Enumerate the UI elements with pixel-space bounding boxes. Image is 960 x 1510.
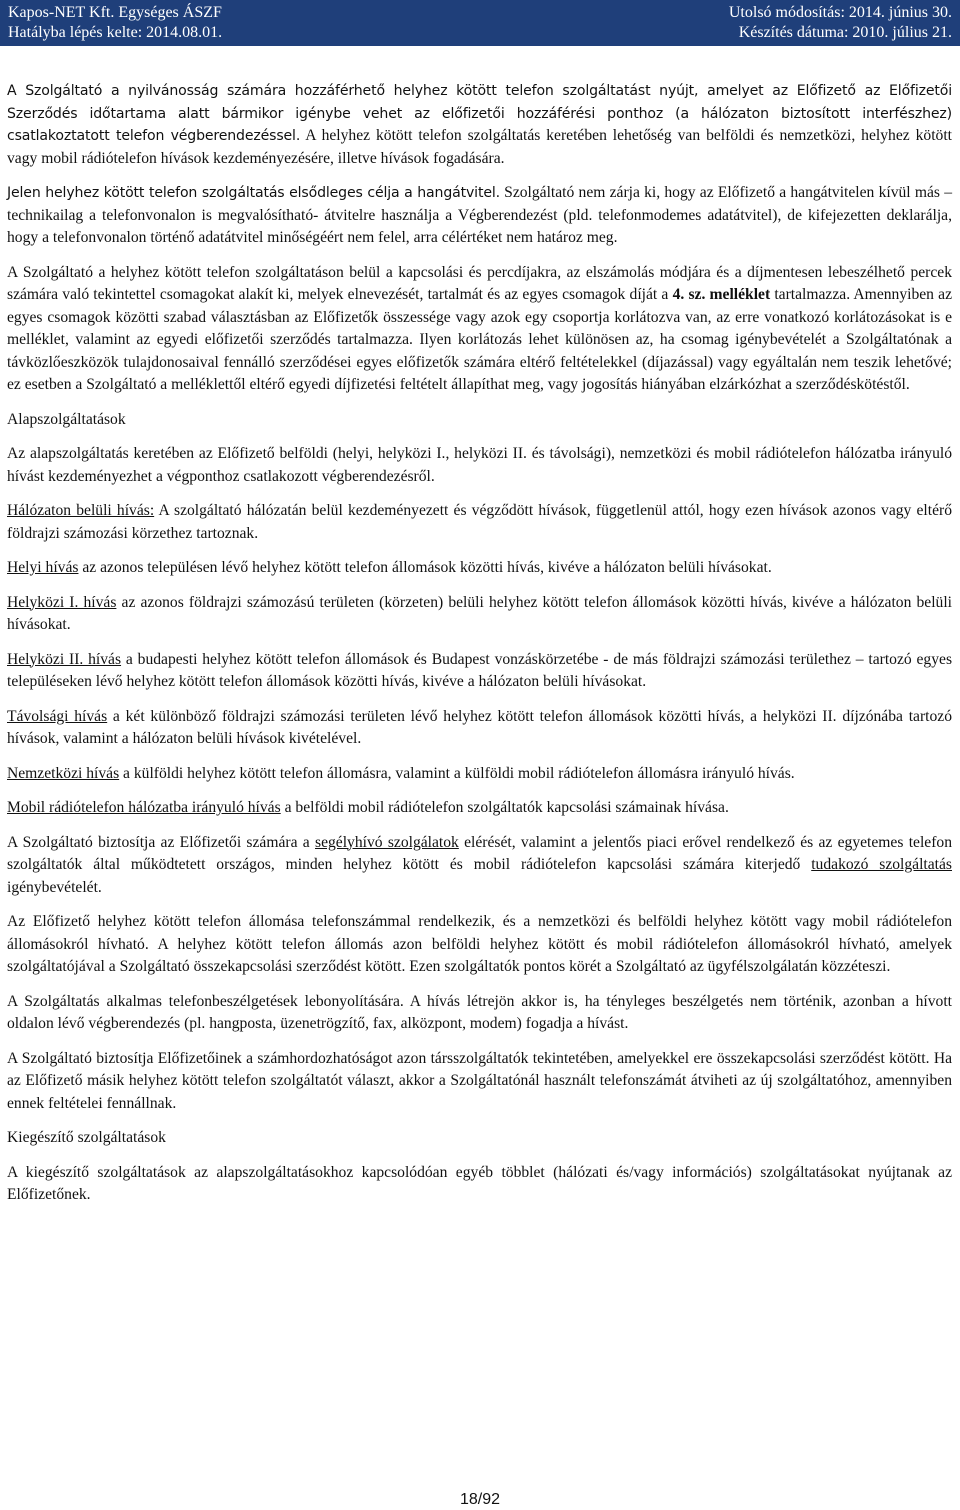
paragraph-voice-purpose: [7, 182, 952, 250]
definition-text: A szolgáltató hálózatán belül kezdeményezett és végződött hívások, függetlenül attól, hogy ezen hívások azonos vagy eltérő földrajzi számozási körzethez tartoznak.: [7, 502, 952, 542]
directory-service-term: tudakozó szolgáltatás: [811, 856, 952, 873]
paragraph-text: igénybevételét.: [7, 878, 102, 896]
definition-long-distance-call: [7, 706, 952, 751]
definition-international-call: [7, 763, 952, 786]
definition-text: a belföldi mobil rádiótelefon szolgáltatók kapcsolási számainak hívása.: [280, 799, 729, 816]
definition-term: Mobil rádiótelefon hálózatba irányuló hívás: [7, 799, 281, 816]
paragraph-text: Szolgáltató nem zárja ki, hogy az Előfizető a hangátvitelen kívül más – technikailag a telefonvonalon is megvalósítható- átvitelre használja a Végberendezést (pld. telefonmodemes adatátvitel), de kifejezetten deklarálja, hogy a telefonvonalon történő adatátvitel minőségéért nem felel, arra célértéket nem határoz meg.: [7, 184, 952, 246]
definition-term: Helyi hívás: [7, 559, 79, 576]
paragraph-basic-services: Az alapszolgáltatás keretében az Előfizető belföldi (helyi, helyközi I., helyközi II. és távolsági), nemzetközi és mobil rádiótelefon hálózatba irányuló hívást kezdeményezhet a végponthoz csatlakozott végberendezésről.: [7, 445, 952, 485]
section-heading-basic-services: Alapszolgáltatások: [7, 410, 126, 428]
definition-local-call: [7, 557, 952, 580]
paragraph-text: A Szolgáltató a helyhez kötött telefon szolgáltatáson belül a kapcsolási és percdíjakra, az elszámolás módjára és a díjmentesen lebeszélhető percek számára való tekintettel csomagokat alakít ki, melyek elnevezését, tartalmát és az egyes csomagok díját a: [7, 263, 952, 303]
section-heading-supplementary-services: Kiegészítő szolgáltatások: [7, 1129, 166, 1146]
header-last-modified: Utolsó módosítás: 2014. június 30.: [728, 4, 952, 21]
definition-term: Nemzetközi hívás: [7, 764, 120, 782]
header-created-date: Készítés dátuma: 2010. július 21.: [738, 24, 952, 41]
header-company: Kapos-NET Kft. Egységes ÁSZF: [8, 4, 222, 21]
paragraph-emergency-services: [7, 832, 952, 900]
definition-text: az azonos településen lévő helyhez kötött telefon állomások közötti hívás, kivéve a hálózaton belüli hívásokat.: [78, 559, 772, 576]
definition-text: az azonos földrajzi számozású területen (körzeten) belüli helyhez kötött telefon állomások közötti hívás, kivéve a hálózaton belüli hívásokat.: [7, 593, 952, 633]
paragraph-packages: [7, 262, 952, 397]
definition-term: Távolsági hívás: [7, 707, 108, 725]
header-effective-date: Hatályba lépés kelte: 2014.08.01.: [8, 24, 223, 41]
paragraph-call-setup: A Szolgáltatás alkalmas telefonbeszélgetések lebonyolítására. A hívás létrejön akkor is, ha tényleges beszélgetés nem történik, azonban a hívott oldalon lévő végberendezés (pl. hangposta, üzenetrögzítő, fax, alközpont, modem) fogadja a hívást.: [7, 992, 952, 1032]
paragraph-text: elérését, valamint a jelentős piaci erővel rendelkező és az egyetemes telefon szolgáltatók által működtetett országos, minden helyhez kötött és mobil rádiótelefon kapcsolási számára kiterjedő: [7, 833, 952, 873]
definition-mobile-call: [7, 797, 952, 820]
definition-text: a budapesti helyhez kötött telefon állomások és Budapest vonzáskörzetébe - de más földrajzi számozási területhez – tartozó egyes településeken lévő helyhez kötött telefon állomások közötti hívás, kivéve a hálózaton belüli hívásokat.: [7, 650, 953, 690]
paragraph-text: A Szolgáltató biztosítja az Előfizetői számára a: [7, 833, 315, 851]
definition-interlocal-1-call: [7, 592, 952, 637]
page-number: 18/92: [459, 1491, 501, 1508]
paragraph-number-portability: A Szolgáltató biztosítja Előfizetőinek a számhordozhatóságot azon társszolgáltatók tekintetében, amelyekkel ere összekapcsolási szerződést kötött. Ha az Előfizető másik helyhez kötött telefon szolgáltatót választ, akkor a Szolgáltatónál használt telefonszámát átviheti az új szolgáltatóhoz, amennyiben ennek feltételei fennállnak.: [7, 1049, 952, 1112]
page-header: [0, 0, 960, 46]
document-body: [7, 80, 952, 1219]
paragraph-text: Jelen helyhez kötött telefon szolgáltatás elsődleges célja a hangátvitel.: [7, 185, 500, 201]
paragraph-text: tartalmazza. Amennyiben az egyes csomagok közötti szabad választásban az Előfizetők összessége vagy azok egy csoportja korlátozva van, az erre vonatkozó korlátozásokat is e melléklet, valamint az egyedi előfizetői szerződés tartalmazza. Ilyen korlátozás lehet különösen az, ha csomag igénybevételét a Szolgáltatónak a távközlőeszközök tulajdonosaival fennálló szerződései egyes előfizetők számára eltérő feltételekkel (díjazással) vagy egyáltalán nem teszik lehetővé; ez esetben a Szolgáltató a melléklettől eltérő egyedi díjfizetési feltételt állapíthat meg, vagy jogosítás hiányában elzárkózhat a szerződéskötéstől.: [7, 286, 953, 393]
annex-reference: 4. sz. melléklet: [672, 286, 771, 303]
definition-term: Hálózaton belüli hívás:: [7, 502, 155, 519]
emergency-services-term: segélyhívó szolgálatok: [315, 833, 459, 851]
definition-text: a két különböző földrajzi számozási területen lévő helyhez kötött telefon állomások közötti hívás, a helyközi II. díjzónába tartozó hívások, valamint a hálózaton belüli hívások kivételével.: [7, 707, 952, 747]
paragraph-phone-number: Az Előfizető helyhez kötött telefon állomása telefonszámmal rendelkezik, és a nemzetközi és belföldi helyhez kötött vagy mobil rádiótelefon állomásokról hívható. A helyhez kötött telefon állomás azon belföldi helyhez kötött és mobil rádiótelefon állomásokról hívható, amelyek szolgáltatójával a Szolgáltató összekapcsolási szerződést kötött. Ezen szolgáltatók pontos körét a Szolgáltató az ügyfélszolgálatán közzéteszi.: [7, 913, 952, 975]
paragraph-text: A helyhez kötött telefon szolgáltatás keretében lehetőség van belföldi és nemzetközi, helyhez kötött vagy mobil rádiótelefon hívások kezdeményezésére, illetve hívások fogadására.: [7, 127, 952, 167]
definition-text: a külföldi helyhez kötött telefon állomásra, valamint a külföldi mobil rádiótelefon állomásra irányuló hívás.: [119, 764, 795, 782]
definition-network-call: [7, 500, 952, 545]
paragraph-text: A Szolgáltató a nyilvánosság számára hozzáférhető helyhez kötött telefon szolgáltatást nyújt, amelyet az Előfizető az Előfizetői Szerződés időtartama alatt bármikor igénybe vehet az előfizetői hozzáférési ponthoz (a hálózaton biztosított interfészhez) csatlakoztatott telefon végberendezéssel.: [7, 83, 952, 144]
definition-term: Helyközi I. hívás: [7, 593, 117, 611]
paragraph-supplementary-services: A kiegészítő szolgáltatások az alapszolgáltatásokhoz kapcsolódóan egyéb többlet (hálózati és/vagy információs) szolgáltatásokat nyújtanak az Előfizetőnek.: [7, 1163, 952, 1203]
definition-interlocal-2-call: [7, 649, 952, 694]
paragraph-service-intro: [7, 80, 952, 170]
definition-term: Helyközi II. hívás: [7, 650, 122, 668]
